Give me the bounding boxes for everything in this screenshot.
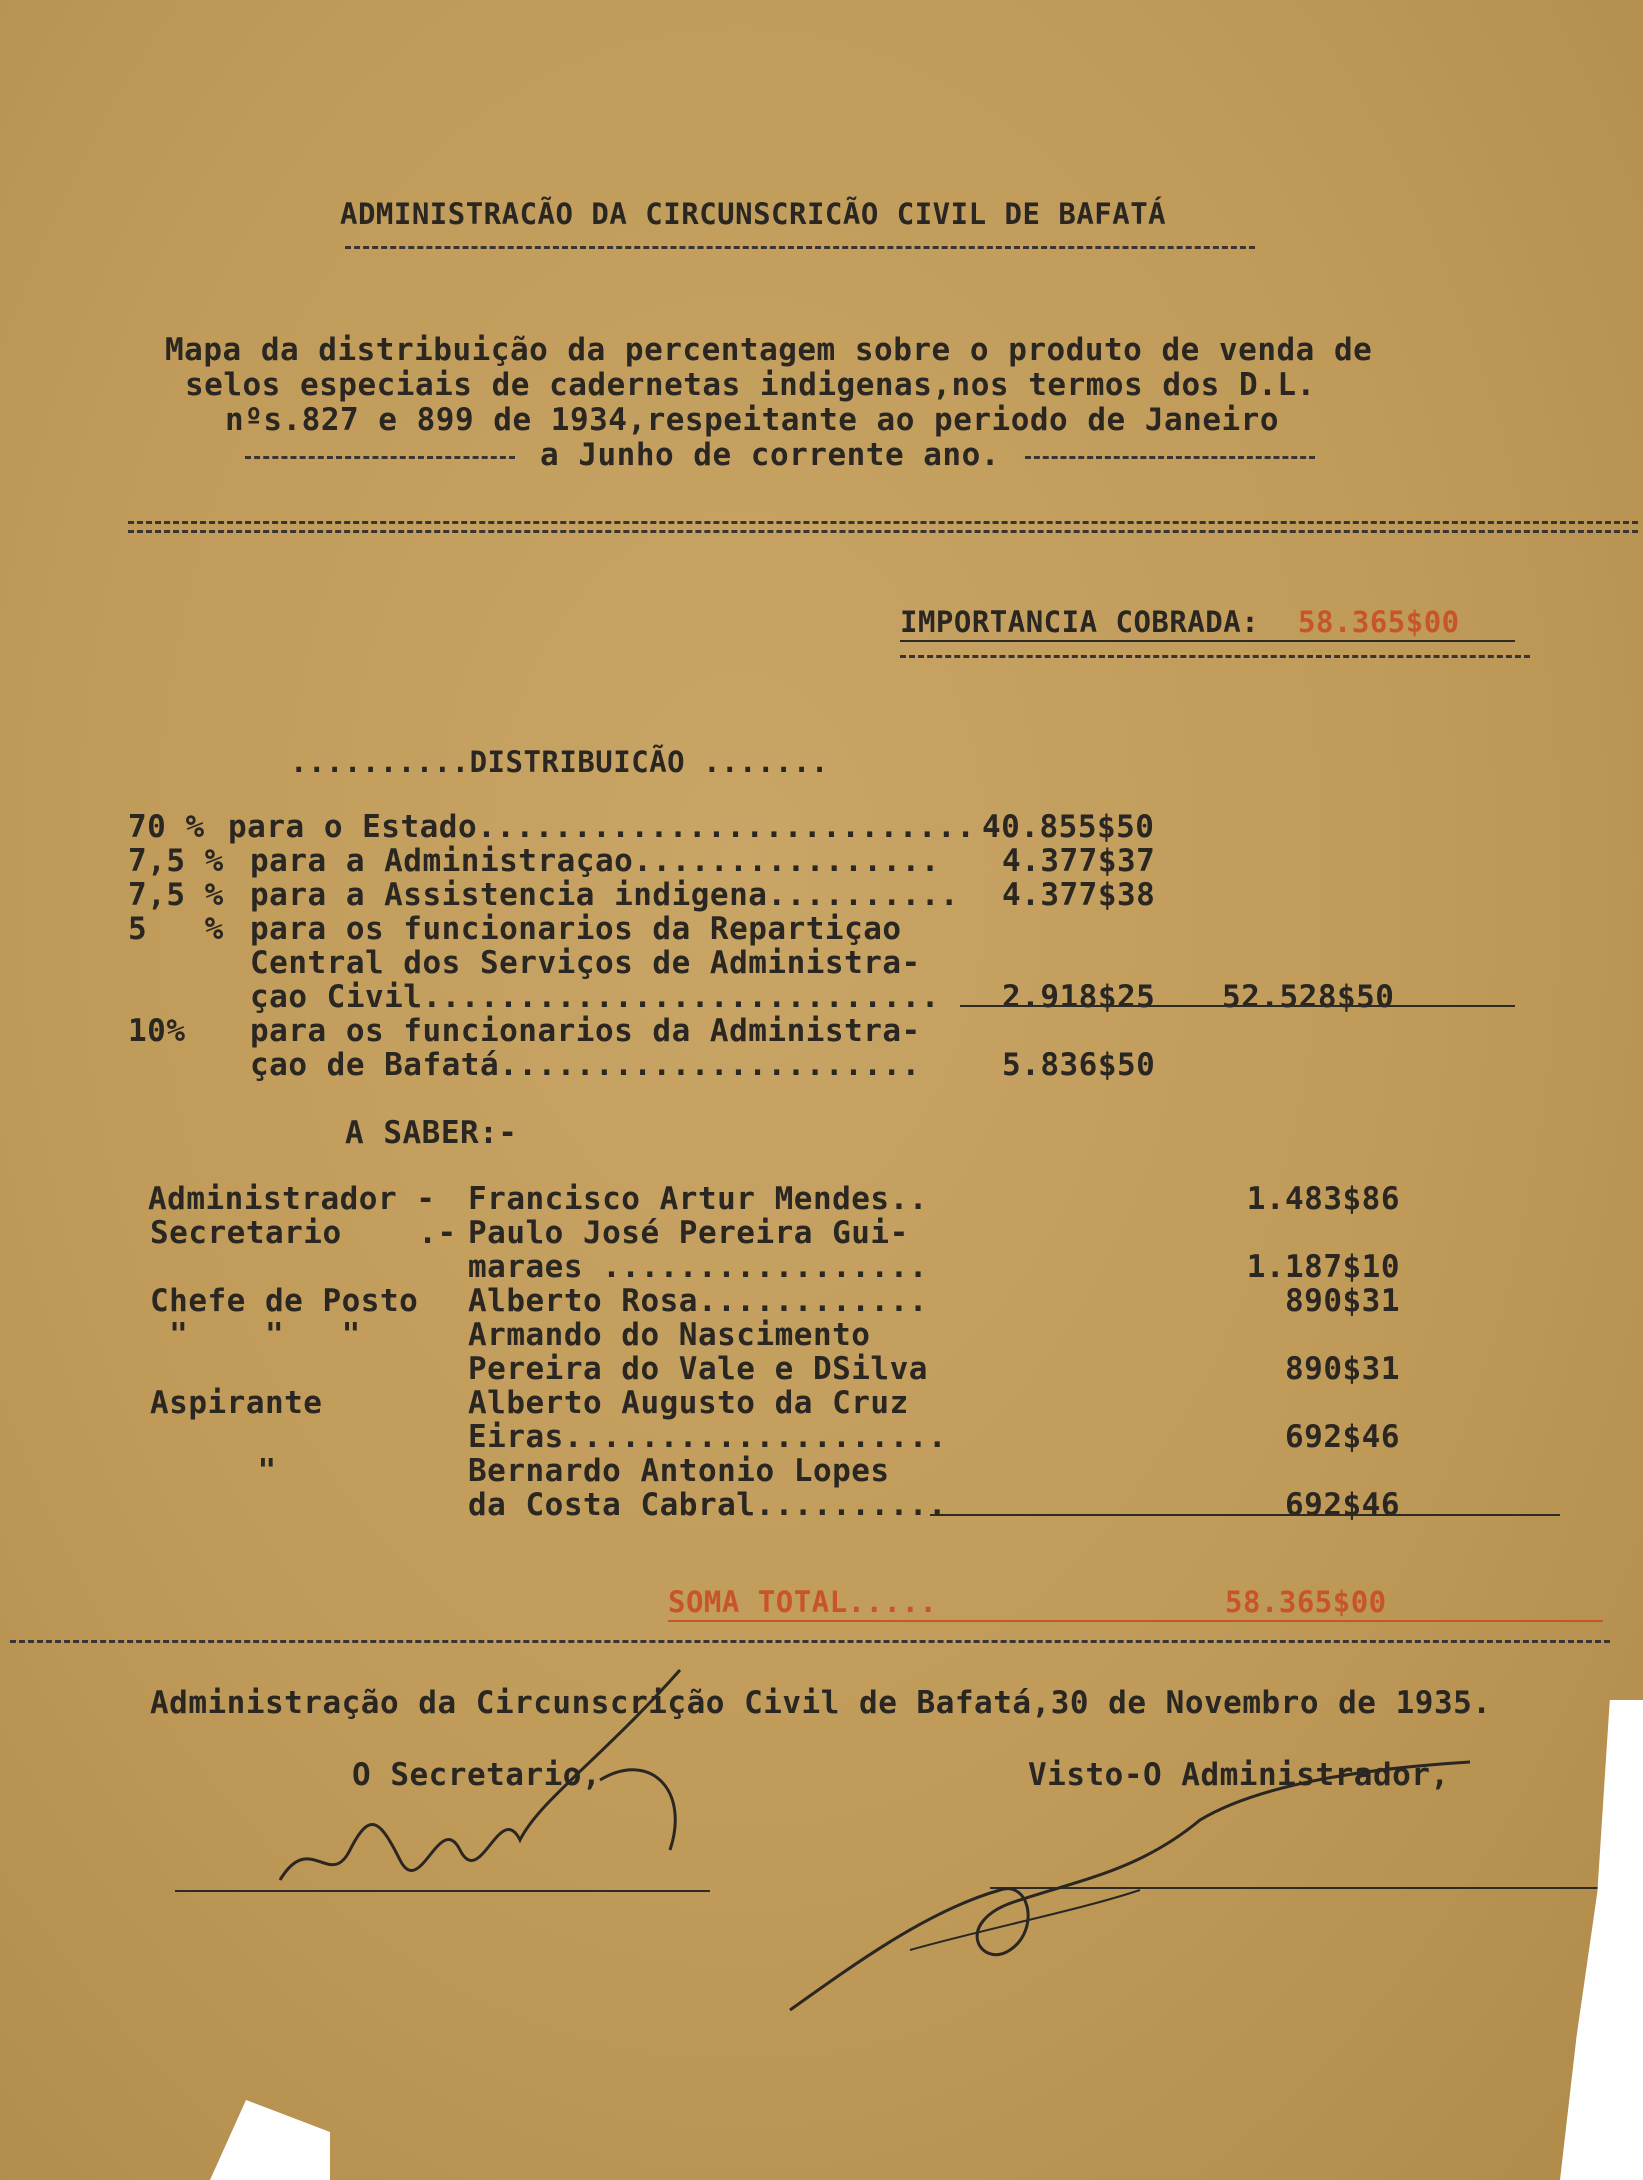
dist-row-3-text: para a Assistencia indigena.......... xyxy=(250,877,960,913)
saber-row-6-role: " xyxy=(200,1453,277,1489)
subtitle-line-1: Mapa da distribuição da percentagem sobre o produto de venda de xyxy=(165,332,1373,368)
saber-row-6-name-1: Bernardo Antonio Lopes xyxy=(468,1453,890,1489)
separator-top xyxy=(128,521,1638,524)
saber-row-5-name-2: Eiras.................... xyxy=(468,1419,948,1455)
dist-row-3-pct: 7,5 % xyxy=(128,877,224,913)
secretary-signature-mark xyxy=(270,1650,710,1910)
soma-total-underline xyxy=(668,1620,1603,1622)
saber-row-5-name-1: Alberto Augusto da Cruz xyxy=(468,1385,909,1421)
subtitle-line-4: a Junho de corrente ano. xyxy=(540,437,1000,473)
place-date: Administração da Circunscrição Civil de Bafatá,30 de Novembro de 1935. xyxy=(150,1685,1492,1721)
soma-total-label: SOMA TOTAL..... xyxy=(668,1585,938,1619)
separator-bottom xyxy=(128,530,1638,533)
soma-total-value: 58.365$00 xyxy=(1225,1585,1387,1619)
dist-subtotal: 52.528$50 xyxy=(1222,979,1395,1015)
saber-row-4-role: " " " xyxy=(150,1317,361,1353)
importancia-underline xyxy=(900,640,1515,642)
saber-row-4-amount: 890$31 xyxy=(1285,1351,1400,1387)
saber-row-3-amount: 890$31 xyxy=(1285,1283,1400,1319)
dist-row-1-text: para o Estado.......................... xyxy=(228,809,976,845)
saber-row-3-name: Alberto Rosa............ xyxy=(468,1283,928,1319)
subtitle-line-2: selos especiais de cadernetas indigenas,nos termos dos D.L. xyxy=(185,367,1316,403)
saber-row-2-amount: 1.187$10 xyxy=(1246,1249,1400,1285)
dist-row-3-amount: 4.377$38 xyxy=(1002,877,1156,913)
administrator-signature-mark xyxy=(780,1757,1480,2020)
dist-row-2-amount: 4.377$37 xyxy=(1002,843,1156,879)
left-sign-label: O Secretario, xyxy=(352,1757,602,1793)
dist-row-4-line-3: çao Civil........................... xyxy=(250,979,940,1015)
torn-corner-right xyxy=(1560,1700,1643,2180)
saber-row-1-name: Francisco Artur Mendes.. xyxy=(468,1181,928,1217)
saber-row-4-name-1: Armando do Nascimento xyxy=(468,1317,871,1353)
subtotal-underline xyxy=(960,1005,1515,1007)
importancia-value: 58.365$00 xyxy=(1298,605,1460,639)
saber-row-2-name-2: maraes ................. xyxy=(468,1249,928,1285)
dist-row-4-line-1: para os funcionarios da Repartiçao xyxy=(250,911,902,947)
dist-row-5-line-2: çao de Bafatá...................... xyxy=(250,1047,921,1083)
footer-separator xyxy=(10,1640,1610,1643)
dist-row-5-pct: 10% xyxy=(128,1013,186,1049)
subtitle-dash-right xyxy=(1025,456,1315,459)
document-title: ADMINISTRACÃO DA CIRCUNSCRICÃO CIVIL DE BAFATÁ xyxy=(340,197,1167,231)
dist-row-4-pct: 5 % xyxy=(128,911,224,947)
a-saber-heading: A SABER:- xyxy=(345,1115,518,1151)
saber-row-6-name-2: da Costa Cabral.......... xyxy=(468,1487,948,1523)
saber-row-5-amount: 692$46 xyxy=(1285,1419,1400,1455)
saber-row-4-name-2: Pereira do Vale e DSilva xyxy=(468,1351,928,1387)
saber-row-2-role: Secretario .- xyxy=(150,1215,457,1251)
dist-row-2-pct: 7,5 % xyxy=(128,843,224,879)
subtitle-dash-left xyxy=(245,456,515,459)
dist-row-4-amount: 2.918$25 xyxy=(1002,979,1156,1015)
saber-row-1-role: Administrador - xyxy=(148,1181,436,1217)
saber-row-3-role: Chefe de Posto xyxy=(150,1283,419,1319)
dist-row-1-pct: 70 % xyxy=(128,809,205,845)
torn-edge-bottom xyxy=(210,2100,330,2180)
right-sign-label: Visto-O Administrador, xyxy=(1028,1757,1450,1793)
dist-row-4-line-2: Central dos Serviços de Administra- xyxy=(250,945,921,981)
saber-row-2-name-1: Paulo José Pereira Gui- xyxy=(468,1215,909,1251)
dist-row-5-line-1: para os funcionarios da Administra- xyxy=(250,1013,921,1049)
saber-row-5-role: Aspirante xyxy=(150,1385,323,1421)
dist-row-5-amount: 5.836$50 xyxy=(1002,1047,1156,1083)
saber-row-1-amount: 1.483$86 xyxy=(1246,1181,1400,1217)
saber-underline xyxy=(930,1514,1560,1516)
importancia-dashes xyxy=(900,655,1530,658)
title-underline xyxy=(345,246,1255,249)
saber-row-6-amount: 692$46 xyxy=(1285,1487,1400,1523)
distribuicao-heading: ..........DISTRIBUICÃO ....... xyxy=(290,745,829,779)
subtitle-line-3: nºs.827 e 899 de 1934,respeitante ao periodo de Janeiro xyxy=(225,402,1279,438)
dist-row-2-text: para a Administraçao................ xyxy=(250,843,940,879)
dist-row-1-amount: 40.855$50 xyxy=(982,809,1155,845)
importancia-label: IMPORTANCIA COBRADA: xyxy=(900,605,1260,639)
